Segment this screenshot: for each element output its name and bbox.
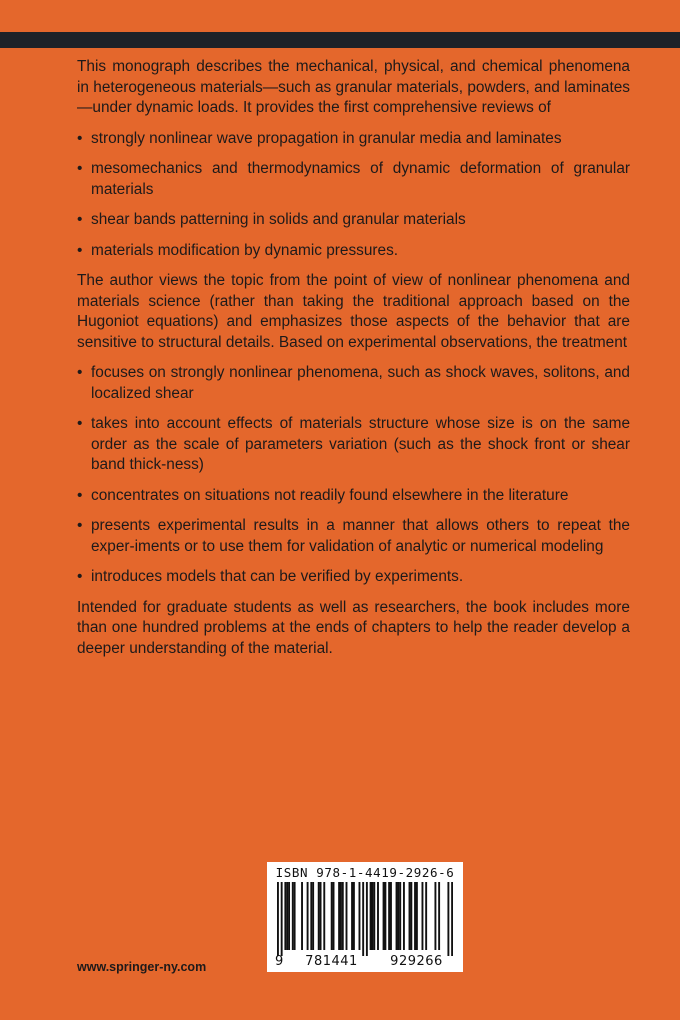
list-item-text: mesomechanics and thermodynamics of dynamic deformation of granular materials (91, 160, 630, 198)
barcode-bar (320, 882, 322, 950)
barcode-bar (410, 882, 412, 950)
barcode-bar (399, 882, 401, 950)
list-item-text: materials modification by dynamic pressures. (91, 241, 399, 259)
list-item (77, 241, 630, 262)
barcode-bar (371, 882, 373, 950)
barcode-bar (323, 882, 325, 950)
bullet: • (77, 211, 83, 228)
barcode-bar (284, 882, 286, 950)
bullet: • (77, 160, 83, 177)
barcode-bar (370, 882, 372, 950)
barcode-bar (409, 882, 411, 950)
barcode-bar (438, 882, 440, 950)
list-item-text: takes into account effects of materials structure whose size is on the same order as the scale of parameters variation (such as the shock front or shear band thick-ness) (91, 415, 630, 473)
barcode-bar (422, 882, 424, 950)
barcode-bar (310, 882, 312, 950)
author-view-paragraph: The author views the topic from the point of view of nonlinear phenomena and materials science (rather than taking the traditional approach based on the Hugoniot equations) and emphasizes those aspects of the behavior that are sensitive to structural details. Based on experimental observations, the treatment (77, 272, 630, 351)
barcode-bar (346, 882, 348, 950)
back-cover-description (77, 57, 630, 669)
isbn-barcode (267, 862, 463, 972)
barcode-bar (377, 882, 379, 950)
list-item (77, 414, 630, 476)
barcode-bar (451, 882, 453, 956)
barcode-bar (340, 882, 342, 950)
barcode-right-group: 929266 (390, 954, 443, 969)
barcode-bar (351, 882, 353, 950)
barcode-bar (414, 882, 416, 950)
barcode-bar (301, 882, 303, 950)
list-item-text: introduces models that can be verified by experiments. (91, 568, 464, 585)
barcode-bar (362, 882, 364, 956)
barcode-bar (286, 882, 288, 950)
top-dark-band (0, 32, 680, 48)
list-item-text: strongly nonlinear wave propagation in granular media and laminates (91, 129, 562, 147)
list-item-text: presents experimental results in a manner that allows others to repeat the exper-iments or to use them for validation of analytic or numerical modeling (91, 517, 630, 555)
list-item (77, 516, 630, 557)
list-item-text: focuses on strongly nonlinear phenomena, such as shock waves, solitons, and localized shear (91, 364, 630, 402)
barcode-bar (288, 882, 290, 950)
bullet: • (77, 415, 83, 432)
list-item (77, 210, 630, 231)
bullet: • (77, 517, 83, 534)
list-item (77, 486, 630, 507)
bullet: • (77, 568, 83, 585)
barcode-bar (373, 882, 375, 950)
barcode-bar (384, 882, 386, 950)
barcode-bar (359, 882, 361, 950)
barcode-bar (390, 882, 392, 950)
barcode-bar (312, 882, 314, 950)
list-item (77, 567, 630, 588)
barcode-bar (396, 882, 398, 950)
bullet: • (77, 241, 83, 259)
barcode-bar (292, 882, 294, 950)
barcode-bar (434, 882, 436, 950)
barcode-bar (281, 882, 283, 956)
bullet: • (77, 364, 83, 381)
barcode-lead-digit: 9 (275, 954, 284, 969)
barcode-bar (416, 882, 418, 950)
barcode-digits (275, 954, 459, 969)
publisher-website: www.springer-ny.com (77, 960, 207, 974)
closing-paragraph: Intended for graduate students as well as researchers, the book includes more than one hundred problems at the ends of chapters to help the reader develop a deeper understanding of the material. (77, 598, 630, 657)
barcode-bar (333, 882, 335, 950)
list-item (77, 159, 630, 200)
reviews-list (77, 129, 630, 262)
barcode-bar (425, 882, 427, 950)
barcode-bar (338, 882, 340, 950)
barcode-bar (277, 882, 279, 956)
bullet: • (77, 486, 83, 504)
barcode-bar (397, 882, 399, 950)
barcode-bar (383, 882, 385, 950)
intro-paragraph: This monograph describes the mechanical, physical, and chemical phenomena in heterogeneous materials—such as granular materials, powders, and laminates—under dynamic loads. It provides the first comprehensive reviews of (77, 58, 630, 116)
list-item-text: shear bands patterning in solids and granular materials (91, 211, 466, 228)
treatment-list (77, 363, 630, 588)
barcode-bar (331, 882, 333, 950)
barcode-left-group: 781441 (305, 954, 358, 969)
list-item (77, 363, 630, 404)
barcode-bars (277, 882, 453, 956)
bullet: • (77, 129, 83, 147)
list-item (77, 129, 630, 150)
barcode-bar (366, 882, 368, 956)
barcode-bar (353, 882, 355, 950)
barcode-bar (403, 882, 405, 950)
barcode-bar (447, 882, 449, 956)
barcode-bar (388, 882, 390, 950)
list-item-text: concentrates on situations not readily found elsewhere in the literature (91, 486, 569, 504)
barcode-bar (342, 882, 344, 950)
isbn-label: ISBN 978-1-4419-2926-6 (275, 865, 455, 880)
barcode-bar (307, 882, 309, 950)
barcode-bar (318, 882, 320, 950)
barcode-bar (294, 882, 296, 950)
